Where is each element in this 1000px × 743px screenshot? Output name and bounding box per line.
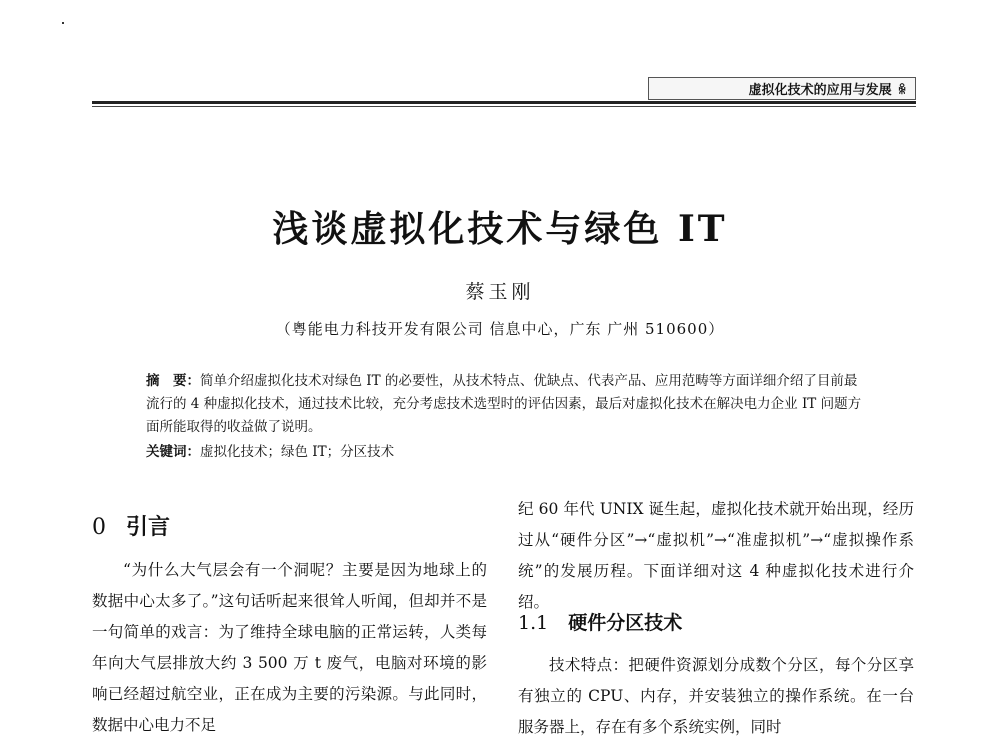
subsection-title: 硬件分区技术	[568, 612, 683, 634]
abstract-text: 简单介绍虚拟化技术对绿色 IT 的必要性，从技术特点、优缺点、代表产品、应用范畴等方面详细介绍了目前最流行的 4 种虚拟化技术，通过技术比较，充分考虑技术选型时的评估因素，最后对虚拟化技术在解决电力企业 IT 问题方面所能取得的收益做了说明。	[146, 373, 862, 435]
abstract-label: 摘 要：	[146, 373, 200, 389]
paper-author: 蔡玉刚	[465, 281, 535, 303]
right-column-lower	[518, 650, 914, 743]
keywords-text: 虚拟化技术；绿色 IT；分区技术	[200, 444, 395, 460]
running-header	[648, 77, 916, 100]
paper-affiliation: （粤能电力科技开发有限公司 信息中心，广东 广州 510600）	[275, 320, 725, 338]
keywords-label: 关键词：	[146, 444, 200, 460]
section-title: 引言	[126, 514, 171, 540]
header-rule-thick	[92, 101, 916, 104]
intro-paragraph: “为什么大气层会有一个洞呢？主要是因为地球上的数据中心太多了。”这句话听起来很耸人听闻，但却并不是一句简单的戏言：为了维持全球电脑的正常运转，人类每年向大气层排放大约 3 500 万 t 废气，电脑对环境的影响已经超过航空业，正在成为主要的污染源。与此同时，数据中心电力不足	[92, 561, 487, 734]
header-rule-thin	[92, 106, 916, 107]
left-column	[92, 555, 487, 741]
journal-logo-icon: ꆜ	[897, 82, 907, 97]
section-heading-intro	[92, 510, 170, 541]
continuation-paragraph: 纪 60 年代 UNIX 诞生起，虚拟化技术就开始出现，经历过从“硬件分区”→“虚拟机”→“准虚拟机”→“虚拟操作系统”的发展历程。下面详细对这 4 种虚拟化技术进行介绍。	[518, 500, 914, 611]
keywords	[146, 441, 866, 464]
abstract	[146, 370, 866, 439]
subsection-number: 1.1	[518, 612, 549, 634]
hardware-partition-paragraph: 技术特点：把硬件资源划分成数个分区，每个分区享有独立的 CPU、内存，并安装独立的操作系统。在一台服务器上，存在有多个系统实例，同时	[518, 656, 914, 736]
section-heading-hardware-partition	[518, 608, 682, 635]
right-column	[518, 494, 914, 618]
paper-title: 浅谈虚拟化技术与绿色 IT	[272, 208, 728, 250]
section-number: 0	[92, 515, 106, 540]
running-header-title: 虚拟化技术的应用与发展	[748, 83, 892, 98]
scan-speck	[62, 22, 64, 24]
